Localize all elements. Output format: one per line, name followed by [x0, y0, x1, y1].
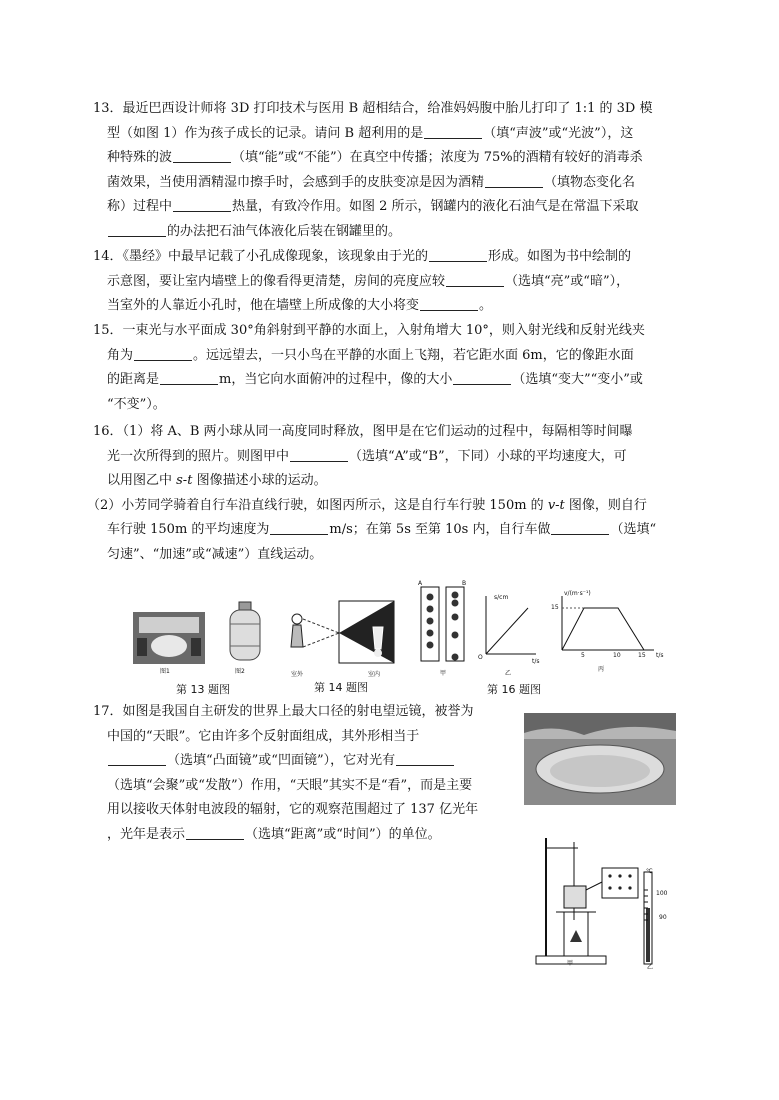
ball-b-label: B	[462, 580, 467, 587]
q14-text: 形成。如图为书中绘制的	[488, 249, 632, 264]
ultrasound-model-image	[133, 612, 205, 664]
st-t-axis-label: t/s	[532, 658, 540, 665]
q16-text: （选填“A”或“B”，下同）小球的平均速度大，可	[349, 448, 627, 464]
st-graph-axes	[478, 592, 540, 666]
vt-5-label: 5	[581, 652, 585, 659]
q16-text: 图像描述	[192, 473, 249, 488]
q13-text: 型（如图 1）作为孩子成长的记录。请问 B 超利用的是	[107, 125, 424, 141]
answer-blank[interactable]	[173, 148, 231, 163]
q16-text: （选填“	[610, 522, 657, 537]
pinhole-camera-diagram	[285, 597, 400, 669]
radio-telescope-image	[524, 713, 676, 805]
apparatus-jia-label: 甲	[567, 960, 574, 967]
vt-15t-label: 15	[638, 652, 646, 659]
vt-10-label: 10	[613, 652, 621, 659]
q15-text: （选填“变大”“变小”或	[512, 372, 643, 387]
q15-line1: 15．一束光与水平面成 30°角斜射到平静的水面上，入射角增大 10°，则入射光线和反射光线夹	[93, 323, 645, 338]
q15-text: m，当它向水面俯冲的过程中，像的大小	[219, 372, 453, 387]
q17-line1: 17．如图是我国自主研发的世界上最大口径的射电望远镜，被誉为	[93, 704, 474, 719]
answer-blank[interactable]	[160, 370, 218, 385]
q17-line5: 用以接收天体射电波段的辐射，它的观察范围超过了 137 亿光年	[107, 802, 479, 817]
answer-blank[interactable]	[186, 825, 244, 840]
q13-text: 称）过程中	[107, 199, 173, 214]
fig16-st-graph	[478, 592, 540, 666]
q17-line4: （选填“会聚”或“发散”）作用，“天眼”其实不是“看”，而是主要	[107, 777, 473, 793]
fig1-label: 图1	[160, 668, 170, 675]
answer-blank[interactable]	[485, 173, 543, 188]
answer-blank[interactable]	[551, 520, 609, 535]
q17-text: ，光年是表示	[107, 826, 186, 842]
fast-telescope-photo	[524, 713, 676, 805]
q17-text: （选填“距离”或“时间”）的单位。	[245, 826, 441, 842]
q16-text: m/s；在第 5s 至第 10s 内，自行车做	[329, 522, 551, 537]
ball-a-label: A	[418, 580, 423, 587]
q13-text: 热量，有致冷作用。如图 2 所示，钢罐内的液化石油气是在常温下采取	[232, 199, 639, 214]
q14-text: （选填“亮”或“暗”），	[505, 273, 630, 289]
fig13-caption: 第 13 题图	[176, 683, 230, 696]
question-15	[93, 319, 693, 417]
q13-text: 种特殊的波	[107, 150, 173, 165]
q16-text: 图像，则自行	[564, 497, 647, 513]
q15-line4: “不变”）。	[107, 396, 166, 412]
q14-text: 。	[479, 298, 493, 313]
fig16-strobe-photo	[418, 585, 468, 665]
question-14	[93, 245, 693, 319]
q15-text: 的距离是	[107, 372, 160, 387]
fig14-indoor-label: 室内	[368, 671, 381, 678]
question-13	[93, 97, 693, 244]
q13-text: 菌效果，当使用酒精湿巾擦手时，会感到手的皮肤变凉是因为酒精	[107, 174, 485, 190]
fig16-jia-label: 甲	[440, 670, 447, 677]
q13-text: （填“声波”或“光波”），这	[483, 125, 634, 141]
q17-line2: 中国的“天眼”。它由许多个反射面组成，其外形相当于	[107, 728, 420, 744]
vt-t-axis-label: t/s	[656, 652, 664, 659]
answer-blank[interactable]	[108, 751, 166, 766]
fig16-caption: 第 16 题图	[487, 683, 541, 696]
answer-blank[interactable]	[108, 222, 166, 237]
q14-text: 示意图，要让室内墙壁上的像看得更清楚，房间的亮度应较	[107, 273, 446, 289]
q16-text: 小球的运动。	[248, 473, 327, 488]
answer-blank[interactable]	[134, 346, 192, 361]
vt-15-label: 15	[551, 604, 559, 611]
therm-100-label: 100	[656, 890, 668, 897]
gas-cylinder-icon	[225, 600, 265, 666]
answer-blank[interactable]	[173, 197, 231, 212]
strobe-columns-diagram	[418, 585, 468, 665]
st-s-axis-label: s/cm	[494, 594, 509, 601]
answer-blank[interactable]	[270, 520, 328, 535]
q13-line1: 13．最近巴西设计师将 3D 打印技术与医用 B 超相结合，给准妈妈腹中胎儿打印了 1:1 的 3D 模	[93, 101, 653, 116]
therm-90-label: 90	[659, 914, 667, 921]
answer-blank[interactable]	[396, 751, 454, 766]
fig14-caption: 第 14 题图	[314, 681, 368, 694]
answer-blank[interactable]	[453, 370, 511, 385]
q16-italic: v-t	[547, 497, 565, 513]
fig1-ultrasound-photo	[133, 612, 205, 664]
q16-text: 以用图乙中	[107, 473, 177, 488]
answer-blank[interactable]	[429, 247, 487, 262]
q16-italic: s-t	[176, 473, 193, 488]
answer-blank[interactable]	[446, 272, 504, 287]
q13-text: 的办法把石油气体液化后装在钢罐里的。	[167, 223, 402, 239]
st-origin-label: O	[478, 654, 483, 661]
fig16-bing-label: 丙	[598, 666, 605, 673]
fig2-gas-cylinder	[225, 600, 265, 666]
answer-blank[interactable]	[290, 447, 348, 462]
fig14-pinhole-diagram	[285, 597, 400, 669]
fig2-label: 图2	[235, 668, 245, 675]
q16-text: （2）小芳同学骑着自行车沿直线行驶，如图丙所示，这是自行车行驶 150m 的	[87, 497, 548, 513]
boiling-apparatus-diagram	[534, 830, 684, 970]
q15-text: 角为	[107, 347, 134, 363]
question-16	[87, 420, 693, 567]
q13-text: （填“能”或“不能”）在真空中传播；浓度为 75%的酒精有较好的消毒杀	[232, 150, 643, 165]
q16-text: 车行驶 150m 的平均速度为	[107, 522, 270, 537]
q15-text: 。远远望去，一只小鸟在平静的水面上飞翔，若它距水面 6m，它的像距水面	[193, 347, 634, 363]
answer-blank[interactable]	[424, 124, 482, 139]
fig14-outdoor-label: 室外	[291, 671, 304, 678]
fig16-yi-label: 乙	[505, 670, 512, 677]
apparatus-yi-label: 乙	[647, 964, 654, 971]
q16-text: 光一次所得到的照片。则图甲中	[107, 448, 290, 464]
answer-blank[interactable]	[420, 296, 478, 311]
q16-line1: 16．（1）将 A、B 两小球从同一高度同时释放，图甲是在它们运动的过程中，每隔相等时间曝	[93, 424, 633, 439]
therm-unit-label: ℃	[646, 868, 653, 875]
q14-text: 当室外的人靠近小孔时，他在墙壁上所成像的大小将变	[107, 298, 420, 313]
q17-text: （选填“凸面镜”或“凹面镜”），它对光有	[167, 753, 396, 768]
vt-v-axis-label: v/(m·s⁻¹)	[564, 590, 591, 597]
q13-text: （填物态变化名	[544, 174, 636, 190]
q16-line6: 匀速”、“加速”或“减速”）直线运动。	[107, 546, 323, 562]
boiling-apparatus-figure	[534, 830, 684, 970]
question-17	[93, 700, 513, 847]
q14-text: 14．《墨经》中最早记载了小孔成像现象，该现象由于光的	[93, 249, 429, 264]
